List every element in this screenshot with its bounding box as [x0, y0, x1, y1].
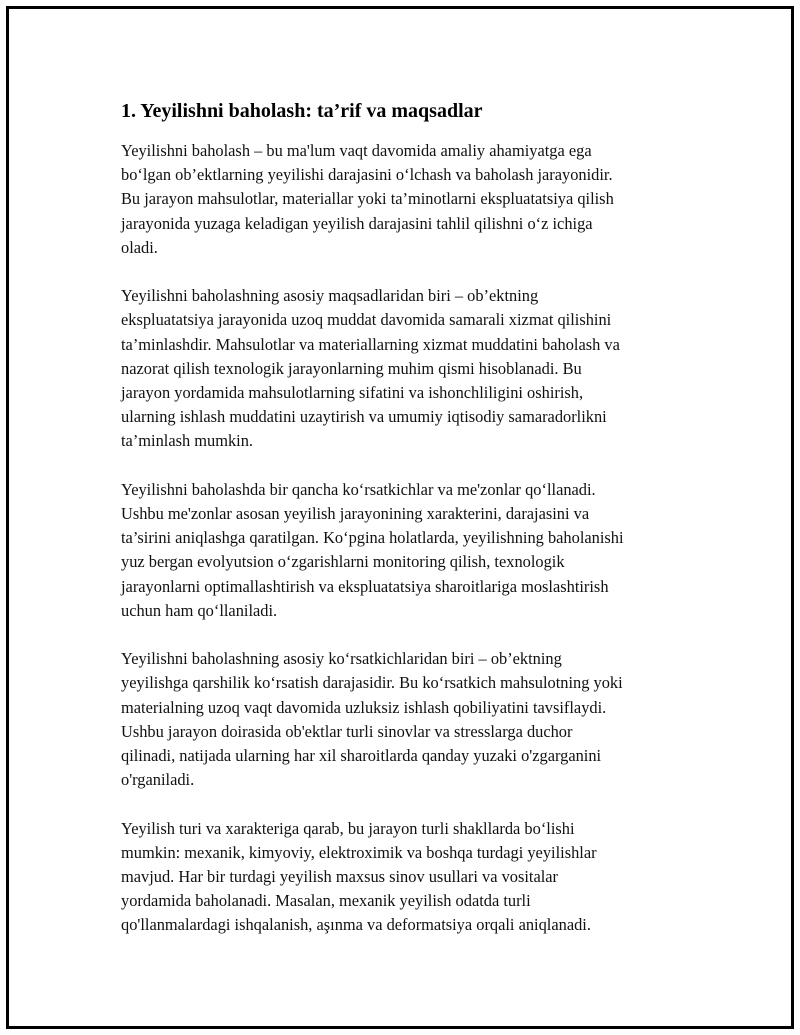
text-line: ta’sirini aniqlashga qaratilgan. Ko‘pgina holatlarda, yeyilishning baholanishi	[121, 528, 624, 548]
text-line: ta’minlash mumkin.	[121, 431, 254, 451]
text-line: nazorat qilish texnologik jarayonlarning muhim qismi hisoblanadi. Bu	[121, 358, 582, 378]
text-line: uchun ham qo‘llaniladi.	[121, 600, 278, 620]
text-line: yuz bergan evolyutsion o‘zgarishlarni monitoring qilish, texnologik	[121, 552, 565, 572]
text-line: Ushbu jarayon doirasida ob'ektlar turli sinovlar va stresslarga duchor	[121, 721, 573, 741]
text-line: Yeyilishni baholashning asosiy maqsadlaridan biri – ob’ektning	[121, 286, 539, 306]
text-line: qilinadi, natijada ularning har xil sharoitlarda qanday yuzaki o'zgarganini	[121, 746, 602, 766]
text-line: oladi.	[121, 237, 158, 257]
text-line: Yeyilishni baholashning asosiy ko‘rsatkichlaridan biri – ob’ektning	[121, 649, 562, 669]
document-body	[121, 99, 701, 962]
paragraph-5	[121, 817, 701, 938]
text-line: Yeyilishni baholashda bir qancha ko‘rsatkichlar va me'zonlar qo‘llanadi.	[121, 479, 596, 499]
text-line: qo'llanmalardagi ishqalanish, aşınma va deformatsiya orqali aniqlanadi.	[121, 915, 591, 935]
page-frame	[6, 6, 794, 1029]
text-line: Bu jarayon mahsulotlar, materiallar yoki ta’minotlarni ekspluatatsiya qilish	[121, 189, 614, 209]
text-line: jarayonlarni optimallashtirish va ekspluatatsiya sharoitlariga moslashtirish	[121, 576, 609, 596]
text-line: o'rganiladi.	[121, 770, 195, 790]
text-line: ekspluatatsiya jarayonida uzoq muddat davomida samarali xizmat qilishini	[121, 310, 612, 330]
section-heading: 1. Yeyilishni baholash: ta’rif va maqsadlar	[121, 100, 483, 122]
text-line: bo‘lgan ob’ektlarning yeyilishi darajasini o‘lchash va baholash jarayonidir.	[121, 165, 613, 185]
text-line: mavjud. Har bir turdagi yeyilish maxsus sinov usullari va vositalar	[121, 867, 559, 887]
text-line: Ushbu me'zonlar asosan yeyilish jarayonining xarakterini, darajasini va	[121, 504, 590, 524]
paragraph-1	[121, 139, 701, 260]
text-line: yordamida baholanadi. Masalan, mexanik yeyilish odatda turli	[121, 891, 531, 911]
text-line: ta’minlashdir. Mahsulotlar va materiallarning xizmat muddatini baholash va	[121, 334, 620, 354]
text-line: jarayon yordamida mahsulotlarning sifatini va ishonchliligini oshirish,	[121, 383, 584, 403]
text-line: materialning uzoq vaqt davomida uzluksiz ishlash qobiliyatini tavsiflaydi.	[121, 697, 607, 717]
paragraph-3	[121, 478, 701, 623]
paragraph-4	[121, 647, 701, 792]
text-line: mumkin: mexanik, kimyoviy, elektroximik va boshqa turdagi yeyilishlar	[121, 842, 597, 862]
text-line: yeyilishga qarshilik ko‘rsatish darajasidir. Bu ko‘rsatkich mahsulotning yoki	[121, 673, 623, 693]
text-line: Yeyilishni baholash – bu ma'lum vaqt davomida amaliy ahamiyatga ega	[121, 141, 592, 160]
paragraph-2	[121, 284, 701, 453]
text-line: jarayonida yuzaga keladigan yeyilish darajasini tahlil qilishni o‘z ichiga	[121, 213, 593, 233]
text-line: Yeyilish turi va xarakteriga qarab, bu jarayon turli shakllarda bo‘lishi	[121, 818, 575, 838]
text-line: ularning ishlash muddatini uzaytirish va umumiy iqtisodiy samaradorlikni	[121, 407, 607, 427]
